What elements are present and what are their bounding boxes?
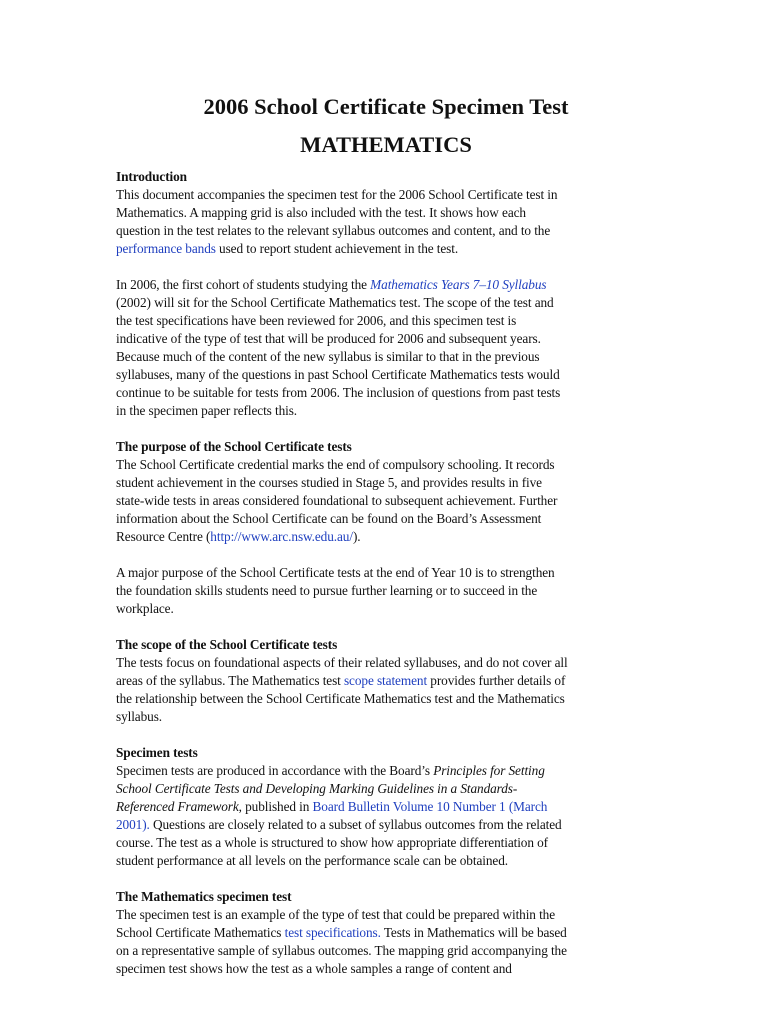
section-heading: The Mathematics specimen test xyxy=(116,889,292,904)
emphasized-text: Principles for Setting xyxy=(433,763,545,778)
paragraph xyxy=(116,762,656,870)
text-line: specimen test shows how the test as a whole samples a range of content and xyxy=(116,961,512,976)
text-line: information about the School Certificate can be found on the Board’s Assessment xyxy=(116,511,542,526)
paragraph xyxy=(116,456,656,546)
section-heading: Introduction xyxy=(116,169,187,184)
hyperlink[interactable]: 2001). xyxy=(116,817,150,832)
hyperlink[interactable]: test specifications. xyxy=(284,925,381,940)
text-line: workplace. xyxy=(116,601,174,616)
hyperlink[interactable]: scope statement xyxy=(343,673,428,688)
text-line: course. The test as a whole is structured to show how appropriate differentiation of xyxy=(116,835,549,850)
text-line: Because much of the content of the new syllabus is similar to that in the previous xyxy=(116,349,540,364)
text-line: the relationship between the School Certificate Mathematics test and the Mathematics xyxy=(116,691,565,706)
document-title: 2006 School Certificate Specimen Test xyxy=(203,94,569,119)
paragraph xyxy=(116,906,656,978)
text-line: state-wide tests in areas considered foundational to subsequent achievement. Further xyxy=(116,493,558,508)
text-line: The specimen test is an example of the type of test that could be prepared within the xyxy=(116,907,556,922)
text-line: student achievement in the courses studied in Stage 5, and provides results in five xyxy=(116,475,542,490)
text-line: 2001). Questions are closely related to a subset of syllabus outcomes from the related xyxy=(116,817,562,832)
text-line: (2002) will sit for the School Certificate Mathematics test. The scope of the test and xyxy=(116,295,554,310)
text-line: continue to be suitable for tests from 2006. The inclusion of questions from past tests xyxy=(116,385,561,400)
text-line: syllabuses, many of the questions in past School Certificate Mathematics tests would xyxy=(116,367,560,382)
section-heading: The purpose of the School Certificate tests xyxy=(116,439,352,454)
text-line: Specimen tests are produced in accordance with the Board’s Principles for Setting xyxy=(116,763,545,778)
section xyxy=(116,888,656,978)
section-heading: The scope of the School Certificate tests xyxy=(116,637,338,652)
section xyxy=(116,438,656,618)
text-line: on a representative sample of syllabus outcomes. The mapping grid accompanying the xyxy=(116,943,567,958)
emphasized-text: School Certificate Tests and Developing Marking Guidelines in a Standards- xyxy=(116,781,518,796)
text-line: The School Certificate credential marks the end of compulsory schooling. It records xyxy=(116,457,555,472)
text-line: the foundation skills students need to pursue further learning or to succeed in the xyxy=(116,583,538,598)
text-line: syllabus. xyxy=(116,709,163,724)
document-subtitle: MATHEMATICS xyxy=(300,132,472,157)
paragraph xyxy=(116,654,656,726)
hyperlink[interactable]: Board Bulletin Volume 10 Number 1 (March xyxy=(312,799,548,814)
section xyxy=(116,744,656,870)
text-line: School Certificate Mathematics test specifications. Tests in Mathematics will be based xyxy=(116,925,567,940)
text-line: question in the test relates to the relevant syllabus outcomes and content, and to the xyxy=(116,223,551,238)
text-line: the test specifications have been reviewed for 2006, and this specimen test is xyxy=(116,313,517,328)
hyperlink[interactable]: http://www.arc.nsw.edu.au/ xyxy=(210,529,353,544)
text-line: Mathematics. A mapping grid is also included with the test. It shows how each xyxy=(116,205,526,220)
section-heading: Specimen tests xyxy=(116,745,198,760)
text-line: The tests focus on foundational aspects of their related syllabuses, and do not cover all xyxy=(116,655,568,670)
section xyxy=(116,636,656,726)
text-line: A major purpose of the School Certificate tests at the end of Year 10 is to strengthen xyxy=(116,565,555,580)
emphasized-text: Referenced Framework xyxy=(116,799,239,814)
text-line: Resource Centre (http://www.arc.nsw.edu.au/). xyxy=(116,529,361,544)
text-line: student performance at all levels on the performance scale can be obtained. xyxy=(116,853,508,868)
paragraph xyxy=(116,276,656,420)
paragraph xyxy=(116,186,656,258)
text-line xyxy=(116,780,656,798)
text-line: areas of the syllabus. The Mathematics test scope statement provides further details of xyxy=(116,673,566,688)
text-line: Referenced Framework, published in Board Bulletin Volume 10 Number 1 (March xyxy=(116,799,548,814)
text-line: performance bands used to report student achievement in the test. xyxy=(116,241,459,256)
text-line: indicative of the type of test that will be produced for 2006 and subsequent years. xyxy=(116,331,541,346)
section xyxy=(116,168,656,420)
text-line: In 2006, the first cohort of students studying the Mathematics Years 7–10 Syllabus xyxy=(116,277,547,292)
text-line: in the specimen paper reflects this. xyxy=(116,403,298,418)
hyperlink[interactable]: performance bands xyxy=(116,241,216,256)
hyperlink[interactable]: Mathematics Years 7–10 Syllabus xyxy=(370,277,547,292)
text-line: This document accompanies the specimen test for the 2006 School Certificate test in xyxy=(116,187,558,202)
document-body xyxy=(116,168,656,996)
paragraph xyxy=(116,564,656,618)
